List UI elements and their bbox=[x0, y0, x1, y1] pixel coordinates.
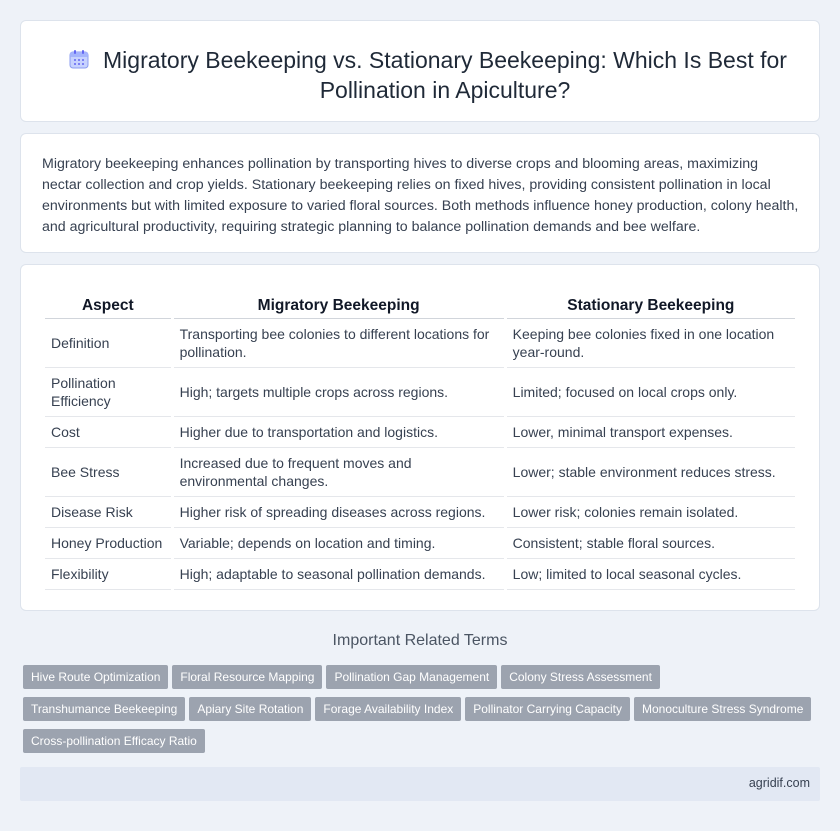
related-term-tag[interactable]: Forage Availability Index bbox=[315, 697, 461, 721]
page-title: Migratory Beekeeping vs. Stationary Beekeeping: Which Is Best for Pollination in Apiculture? bbox=[103, 47, 787, 103]
related-terms-heading: Important Related Terms bbox=[332, 632, 508, 649]
migratory-cell: High; adaptable to seasonal pollination demands. bbox=[174, 559, 504, 590]
migratory-cell: High; targets multiple crops across regions. bbox=[174, 368, 504, 417]
table-row bbox=[45, 448, 795, 497]
column-header-stationary: Stationary Beekeeping bbox=[507, 294, 795, 319]
aspect-cell: Disease Risk bbox=[45, 497, 171, 528]
table-row bbox=[45, 368, 795, 417]
related-term-tag[interactable]: Apiary Site Rotation bbox=[189, 697, 311, 721]
footer-bar bbox=[20, 767, 820, 801]
column-header-migratory: Migratory Beekeeping bbox=[174, 294, 504, 319]
related-term-tag[interactable]: Transhumance Beekeeping bbox=[23, 697, 185, 721]
related-term-tag[interactable]: Monoculture Stress Syndrome bbox=[634, 697, 811, 721]
stationary-cell: Lower; stable environment reduces stress. bbox=[507, 448, 795, 497]
summary-paragraph: Migratory beekeeping enhances pollination by transporting hives to diverse crops and blooming areas, maximizing nectar collection and crop yields. Stationary beekeeping relies on fixed hives, providing consistent pollination in local environments but with limited exposure to varied floral sources. Both methods influence honey production, colony health, and agricultural productivity, requiring strategic planning to balance pollination demands and bee welfare. bbox=[42, 156, 799, 235]
related-term-tag[interactable]: Hive Route Optimization bbox=[23, 665, 168, 689]
stationary-cell: Lower, minimal transport expenses. bbox=[507, 417, 795, 448]
related-term-tag[interactable]: Colony Stress Assessment bbox=[501, 665, 660, 689]
summary-card bbox=[20, 133, 820, 253]
related-term-tag[interactable]: Cross-pollination Efficacy Ratio bbox=[23, 729, 205, 753]
related-term-tag[interactable]: Floral Resource Mapping bbox=[172, 665, 322, 689]
migratory-cell: Higher risk of spreading diseases across regions. bbox=[174, 497, 504, 528]
aspect-cell: Cost bbox=[45, 417, 171, 448]
migratory-cell: Higher due to transportation and logistics. bbox=[174, 417, 504, 448]
aspect-cell: Flexibility bbox=[45, 559, 171, 590]
title-card bbox=[20, 20, 820, 122]
aspect-cell: Honey Production bbox=[45, 528, 171, 559]
table-row bbox=[45, 528, 795, 559]
stationary-cell: Limited; focused on local crops only. bbox=[507, 368, 795, 417]
footer-site-link[interactable]: agridif.com bbox=[748, 776, 810, 790]
table-header-row bbox=[45, 294, 795, 319]
aspect-cell: Bee Stress bbox=[45, 448, 171, 497]
migratory-cell: Transporting bee colonies to different locations for pollination. bbox=[174, 319, 504, 368]
stationary-cell: Keeping bee colonies fixed in one location year-round. bbox=[507, 319, 795, 368]
migratory-cell: Increased due to frequent moves and environmental changes. bbox=[174, 448, 504, 497]
related-term-tag[interactable]: Pollination Gap Management bbox=[326, 665, 497, 689]
related-terms-list bbox=[23, 665, 823, 761]
table-row bbox=[45, 319, 795, 368]
stationary-cell: Low; limited to local seasonal cycles. bbox=[507, 559, 795, 590]
aspect-cell: Definition bbox=[45, 319, 171, 368]
related-term-tag[interactable]: Pollinator Carrying Capacity bbox=[465, 697, 630, 721]
comparison-card bbox=[20, 264, 820, 611]
table-row bbox=[45, 559, 795, 590]
column-header-aspect: Aspect bbox=[45, 294, 171, 319]
aspect-cell: Pollination Efficiency bbox=[45, 368, 171, 417]
migratory-cell: Variable; depends on location and timing. bbox=[174, 528, 504, 559]
stationary-cell: Consistent; stable floral sources. bbox=[507, 528, 795, 559]
stationary-cell: Lower risk; colonies remain isolated. bbox=[507, 497, 795, 528]
table-row bbox=[45, 497, 795, 528]
comparison-table bbox=[42, 294, 798, 590]
table-row bbox=[45, 417, 795, 448]
